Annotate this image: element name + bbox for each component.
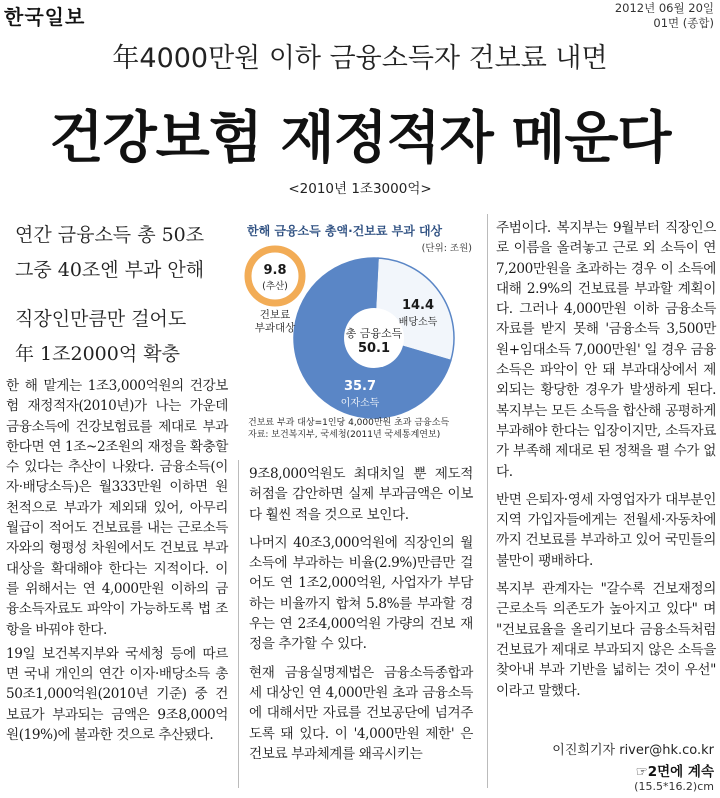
chart-title: 한해 금융소득 총액·건보료 부과 대상 [247, 224, 443, 238]
paragraph: 반면 은퇴자·영세 자영업자가 대부분인 지역 가입자들에게는 전월세·자동차에까지 건보료를 부과하고 있어 국민들의 불만이 팽배하다. [496, 491, 716, 569]
paragraph: 복지부 관계자는 "갈수록 건보재정의 근로소득 의존도가 높아지고 있다" 며 "건보료율을 올리기보다 금융소득처럼 건보료가 제대로 부과되지 않은 소득을 찾아내 부과 기반을 넓히는 것이 우선" 이라고 말했다. [496, 581, 716, 699]
column-rule [487, 214, 488, 788]
paragraph: 19일 보건복지부와 국세청 등에 따르면 국내 개인의 연간 이자·배당소득 총 50조1,000억원(2010년 기준) 중 건보료가 부과되는 금액은 9조8,000억원(19%)에 불과한 것으로 추산됐다. [6, 645, 228, 744]
paragraph: 9조8,000억원도 최대치일 뿐 제도적 허점을 감안하면 실제 부과금액은 이보다 훨씬 적을 것으로 보인다. [249, 466, 473, 523]
callout-caption [246, 309, 304, 335]
callout-label [250, 263, 300, 292]
slice-value-interest: 35.7 [343, 379, 377, 394]
size-note: (15.5*16.2)cm [634, 780, 714, 793]
headline-caption: <2010년 1조3000억> [288, 181, 432, 197]
slice-label-dividend [388, 298, 448, 328]
chart-note-2: 자료: 보건복지부, 국세청(2011년 국세통계연보) [248, 429, 441, 440]
issue-date: 2012년 06월 20일 [614, 1, 714, 15]
slice-value-dividend: 14.4 [401, 298, 435, 313]
slice-label-interest [330, 379, 390, 409]
subheadline: 年4000만원 이하 금융소득자 건보료 내면 [112, 43, 608, 74]
article-column-2 [249, 464, 473, 764]
article-column-3 [496, 218, 716, 701]
chart-note-1: 건보료 부과 대상=1인당 4,000만원 초과 금융소득 [248, 418, 450, 428]
callout-caption-line-2: 부과대상 [254, 322, 296, 334]
continued-on-page-link[interactable]: ☞2면에 계속 [635, 764, 714, 780]
page-number: 01면 (종합) [653, 16, 714, 30]
callout-sub: (추산) [262, 281, 288, 292]
deck-line-3: 직장인만큼만 걸어도 [15, 308, 187, 330]
paragraph: 주범이다. 복지부는 9월부터 직장인으로 이름을 올려놓고 근로 외 소득이 연 7,200만원을 초과하는 경우 이 소득에 대해 2.9%의 건보료를 부과할 계획이다. 그러나 4,000만원 이하 금융소득 자료를 받지 못해 '금융소득 3,500만원+임대소득 7,000만원' 일 경우 금융소득은 파악이 안 돼 부과대상에서 제외되는 황당한 경우가 발생하게 된다. 복지부는 모든 소득을 합산해 공평하게 부과해야 한다는 입장이지만, 소득자료가 부족해 제대로 된 정책을 펼 수가 없다. [496, 220, 716, 480]
slice-name-dividend: 배당소득 [398, 317, 438, 328]
paragraph: 나머지 40조3,000억원에 직장인의 월 소득에 부과하는 비율(2.9%)만큼만 걸어도 연 1조2,000억원, 사업자가 부담하는 비율까지 합쳐 5.8%를 부과할 경우는 연 2조4,000억원 가량의 건보 재정을 추가할 수 있다. [249, 534, 473, 653]
masthead-logo: 한국일보 [4, 5, 86, 29]
deck-line-4: 年 1조2000억 확충 [15, 343, 180, 365]
total-value: 50.1 [357, 341, 391, 356]
total-label [334, 325, 414, 356]
callout-caption-line-1: 건보료 [259, 309, 291, 321]
slice-name-interest: 이자소득 [340, 398, 380, 409]
deck-line-2: 그중 40조엔 부과 안해 [15, 259, 205, 281]
paragraph: 현재 금융실명제법은 금융소득종합과세 대상인 연 4,000만원 초과 금융소득에 대해서만 자료를 건보공단에 넘겨주도록 돼 있다. 이 '4,000만원 제한' 은 건보료 부과체계를 왜곡시키는 [249, 664, 473, 762]
chart-notes [248, 418, 478, 441]
deck [15, 218, 235, 372]
deck-line-1: 연간 금융소득 총 50조 [15, 224, 205, 246]
total-label-text: 총 금융소득 [345, 327, 403, 340]
pie-chart [240, 216, 480, 458]
callout-value: 9.8 [263, 263, 287, 278]
chart-unit: (단위: 조원) [421, 243, 472, 254]
headline: 건강보험 재정적자 메운다 [49, 106, 671, 171]
article-column-1 [6, 376, 228, 745]
column-rule [238, 460, 239, 788]
paragraph: 한 해 맡게는 1조3,000억원의 건강보험 재정적자(2010년)가 나는 가운데 금융소득에 건강보험료를 제대로 부과한다면 연 1조~2조원의 재정을 확충할 수 있다는 추산이 나왔다. 금융소득(이자·배당소득)은 월333만원 이하면 원천적으로 부과가 제외돼 있어, 아무리 월급이 적어도 건보료를 내는 근로소득자와의 형평성 차원에서도 건보료 부과 대상을 확대해야 한다는 지적이다. 이를 위해서는 연 4,000만원 이하의 금융소득자료도 파악이 가능하도록 법 조항을 바꿔야 한다. [6, 378, 228, 638]
byline: 이진희기자 river@hk.co.kr [552, 743, 714, 758]
dateline [615, 1, 714, 31]
